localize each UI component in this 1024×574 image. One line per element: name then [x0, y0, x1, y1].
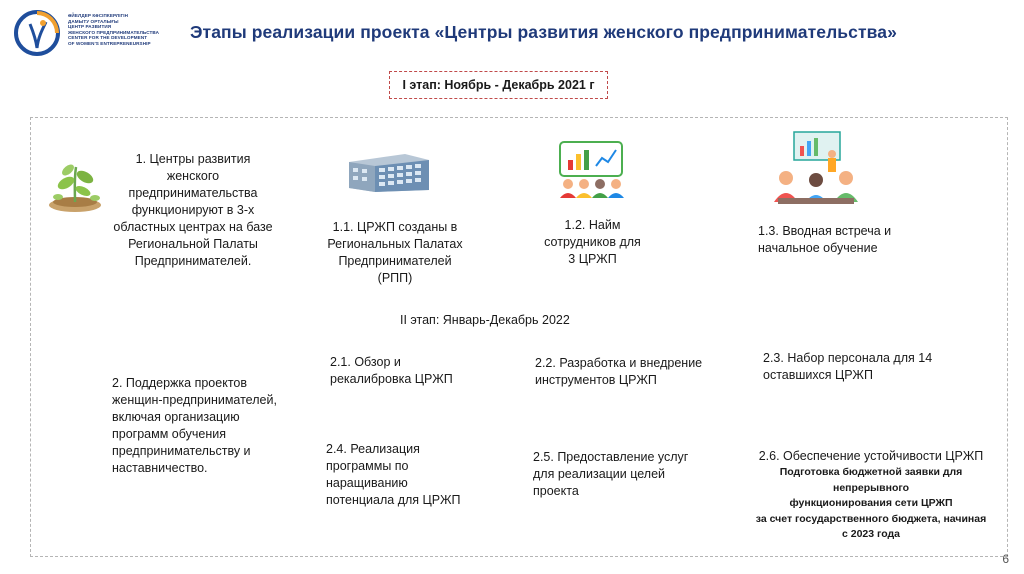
text-line: 2.5. Предоставление услуг	[533, 450, 689, 464]
text-line: 2.2. Разработка и внедрение	[535, 356, 703, 370]
text-line: женского	[166, 169, 220, 183]
text-line: функционирования сети ЦРЖП	[789, 497, 953, 509]
text-line: 3 ЦРЖП	[568, 252, 617, 266]
text-line: (РПП)	[377, 271, 413, 285]
text-line: сотрудников для	[544, 235, 641, 249]
item-1-2	[520, 217, 665, 268]
stage1-label: I этап: Ноябрь - Декабрь 2021 г	[389, 71, 608, 99]
text-line: областных центрах на базе	[113, 220, 273, 234]
text-line: Предпринимателей	[338, 254, 452, 268]
text-line: женщин-предпринимателей,	[112, 393, 277, 407]
text-line: программ обучения	[112, 427, 227, 441]
text-line: за счет государственного бюджета, начиная	[755, 512, 987, 525]
text-line: наставничество.	[112, 461, 208, 475]
text-line: 2.4. Реализация	[326, 442, 420, 456]
text-line: предпринимательства	[128, 186, 258, 200]
text-line: оставшихся ЦРЖП	[763, 368, 873, 382]
text-line: функционируют в 3-х	[131, 203, 255, 217]
page-title: Этапы реализации проекта «Центры развития женского предпринимательства»	[190, 22, 897, 42]
logo-line: ЦЕНТР РАЗВИТИЯ	[68, 24, 112, 30]
text-line: Подготовка бюджетной заявки для	[779, 466, 963, 478]
text-line: потенциала для ЦРЖП	[326, 493, 461, 507]
logo-line: OF WOMEN'S ENTREPRENEURSHIP	[68, 40, 151, 46]
text-line: Региональных Палатах	[327, 237, 463, 251]
text-line: 1.3. Вводная встреча и	[758, 224, 892, 238]
text-line: непрерывного	[832, 481, 910, 494]
text-line: для реализации целей	[533, 467, 666, 481]
item-1-1	[310, 219, 480, 287]
logo-text	[68, 13, 178, 47]
logo-icon	[12, 8, 62, 58]
stage2-label: II этап: Январь-Декабрь 2022	[400, 313, 570, 327]
item-2-6-title: 2.6. Обеспечение устойчивости ЦРЖП	[758, 449, 984, 463]
item-1-3	[758, 223, 958, 257]
text-line: включая организацию	[112, 410, 240, 424]
text-line: проекта	[533, 484, 579, 498]
text-line: с 2023 года	[841, 528, 901, 540]
logo-line: ДАМЫТУ ОРТАЛЫҒЫ	[68, 18, 119, 24]
text-line: Предпринимателей.	[134, 254, 252, 268]
text-line: 1.1. ЦРЖП созданы в	[332, 220, 458, 234]
item-2-4	[326, 441, 506, 509]
item-2-2	[535, 355, 735, 389]
item-2-1	[330, 354, 500, 388]
office-building-icon	[345, 148, 433, 193]
text-line: предпринимательству и	[112, 444, 251, 458]
stage2-goal	[112, 375, 312, 477]
text-line: рекалибровка ЦРЖП	[330, 372, 453, 386]
text-line: 2.1. Обзор и	[330, 355, 401, 369]
item-2-5	[533, 449, 733, 500]
text-line: программы по	[326, 459, 409, 473]
text-line: инструментов ЦРЖП	[535, 373, 657, 387]
logo-line: ЖЕНСКОГО ПРЕДПРИНИМАТЕЛЬСТВА	[68, 29, 160, 35]
hiring-presentation-icon	[552, 138, 632, 200]
item-2-6	[740, 448, 1002, 543]
stage1-goal	[105, 151, 281, 270]
logo-line: ӘЙЕЛДЕР КӘСІПКЕРЛІГІН	[68, 13, 129, 18]
text-line: 2. Поддержка проектов	[112, 376, 247, 390]
text-line: начальное обучение	[758, 241, 878, 255]
text-line: наращиванию	[326, 476, 408, 490]
text-line: 2.3. Набор персонала для 14	[763, 351, 933, 365]
item-2-6-body	[740, 465, 1002, 543]
item-2-3	[763, 350, 963, 384]
training-meeting-icon	[772, 128, 860, 206]
plant-growth-icon	[40, 155, 110, 215]
text-line: 1.2. Найм	[564, 218, 621, 232]
logo-line: CENTER FOR THE DEVELOPMENT	[68, 35, 148, 41]
text-line: Региональной Палаты	[128, 237, 258, 251]
page-number: 6	[1002, 552, 1009, 566]
text-line: 1. Центры развития	[135, 152, 251, 166]
